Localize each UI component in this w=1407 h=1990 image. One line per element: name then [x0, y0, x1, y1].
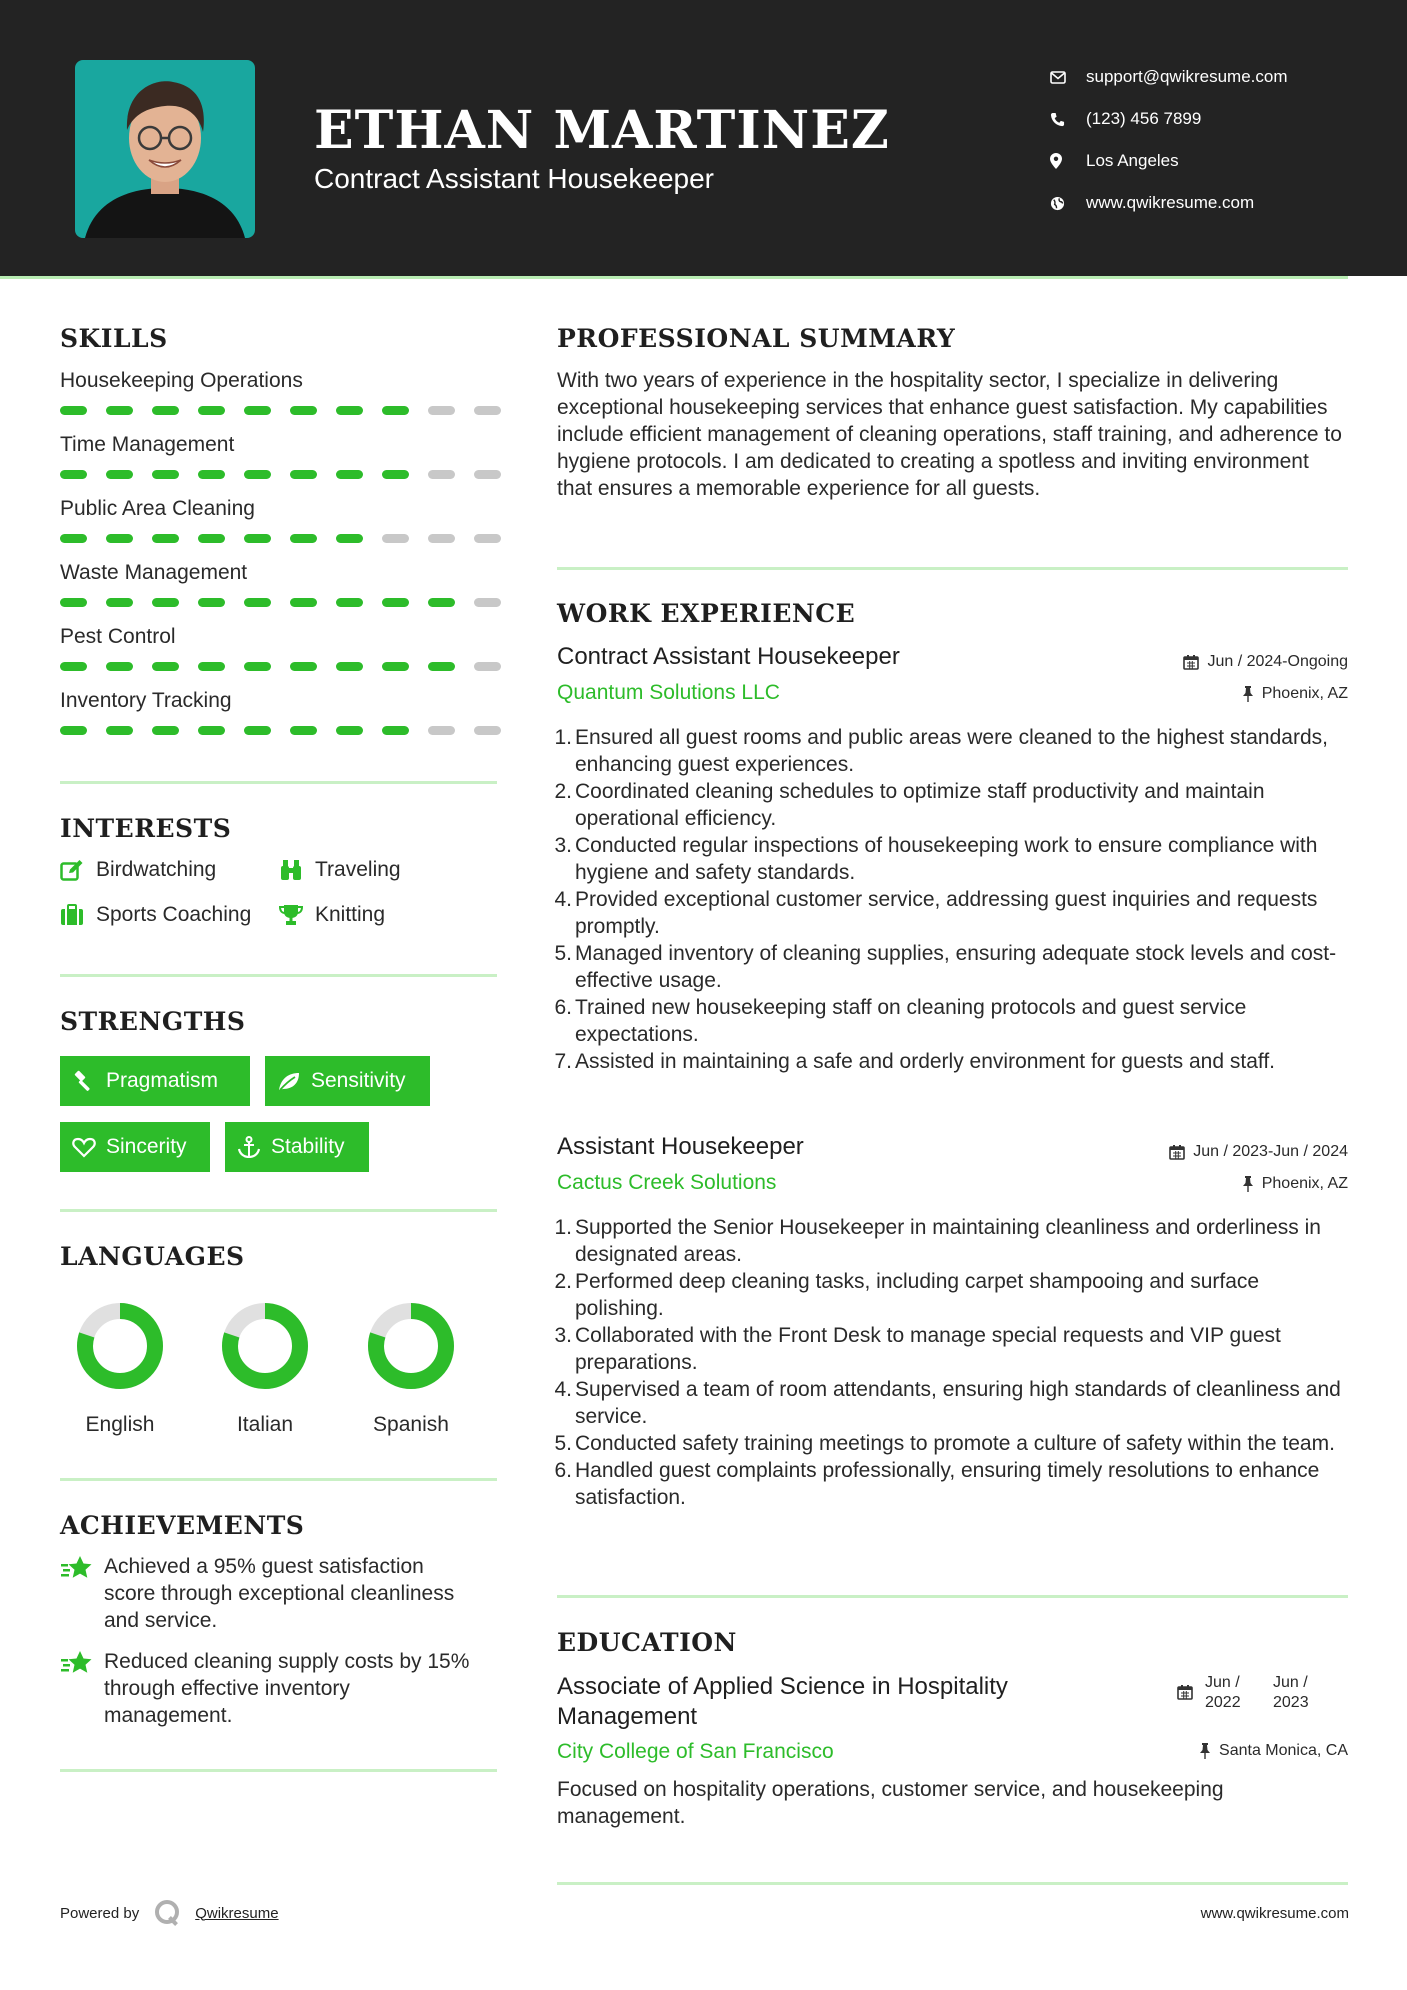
profile-photo — [75, 60, 255, 238]
section-divider — [557, 1882, 1348, 1885]
language-name: Italian — [236, 1413, 294, 1436]
envelope-icon — [1050, 67, 1086, 87]
skill-level-bar — [60, 726, 520, 735]
skill-level-segment — [336, 662, 363, 671]
language-level-donut — [205, 1300, 325, 1392]
skill-level-segment — [290, 470, 317, 479]
education-description: Focused on hospitality operations, customer service, and housekeeping management. — [557, 1778, 1224, 1828]
calendar-icon — [1183, 654, 1199, 670]
skill-level-segment — [106, 662, 133, 671]
interest-knitting: Knitting — [279, 903, 385, 927]
calendar-icon — [1177, 1684, 1193, 1700]
anchor-icon — [237, 1136, 261, 1158]
education-degree: Associate of Applied Science in Hospitality Management — [557, 1673, 1008, 1730]
achievement-item: Reduced cleaning supply costs by 15% through effective inventory management. — [60, 1648, 480, 1729]
skill-level-segment — [152, 726, 179, 735]
skill-level-segment — [198, 534, 225, 543]
skill-level-segment — [244, 534, 271, 543]
contact-location: Los Angeles — [1050, 140, 1288, 182]
education-school: City College of San Francisco — [557, 1740, 834, 1763]
education-location: Santa Monica, CA — [1199, 1742, 1348, 1760]
bullet-item: 2. Coordinated cleaning schedules to optimize staff productivity and maintain operational efficiency. — [554, 780, 1265, 830]
strength-badge-stability: Stability — [225, 1122, 369, 1172]
achievement-item: Achieved a 95% guest satisfaction score through exceptional cleanliness and service. — [60, 1553, 480, 1634]
contact-website[interactable]: www.qwikresume.com — [1050, 182, 1288, 224]
skill-level-segment — [382, 470, 409, 479]
languages-heading: LANGUAGES — [60, 1242, 245, 1271]
section-divider — [60, 1769, 497, 1772]
language-name: English — [85, 1413, 155, 1436]
skill-level-segment — [198, 470, 225, 479]
skill-level-segment — [152, 406, 179, 415]
job-company: Quantum Solutions LLC — [557, 681, 780, 704]
summary-heading: PROFESSIONAL SUMMARY — [557, 324, 956, 353]
pushpin-icon — [1242, 1176, 1254, 1192]
skill-level-segment — [382, 662, 409, 671]
bullet-item: 6. Trained new housekeeping staff on cleaning protocols and guest service expectations. — [554, 996, 1247, 1046]
pushpin-icon — [1199, 1743, 1211, 1759]
strengths-heading: STRENGTHS — [60, 1007, 246, 1036]
star-achievement-icon — [60, 1648, 104, 1729]
pencil-square-icon — [60, 859, 84, 881]
skill-level-segment — [474, 406, 501, 415]
contact-email[interactable]: support@qwikresume.com — [1050, 56, 1288, 98]
skill-level-segment — [244, 726, 271, 735]
skill-level-segment — [152, 534, 179, 543]
skill-level-segment — [382, 598, 409, 607]
bullet-item: 7. Assisted in maintaining a safe and orderly environment for guests and staff. — [554, 1050, 1276, 1073]
skill-level-segment — [290, 662, 317, 671]
skill-level-bar — [60, 470, 520, 479]
skill-level-segment — [290, 534, 317, 543]
interest-sports-coaching: Sports Coaching — [60, 903, 251, 927]
trophy-icon — [279, 904, 303, 926]
star-achievement-icon — [60, 1553, 104, 1634]
job-title: Assistant Housekeeper — [557, 1133, 804, 1160]
language-item — [205, 1300, 325, 1437]
skill-name: Waste Management — [60, 561, 248, 584]
skill-name: Housekeeping Operations — [60, 369, 303, 392]
skill-level-segment — [428, 534, 455, 543]
skill-level-segment — [60, 470, 87, 479]
job-location: Phoenix, AZ — [1242, 685, 1348, 703]
skill-level-segment — [106, 470, 133, 479]
skill-level-segment — [152, 662, 179, 671]
skill-level-bar — [60, 662, 520, 671]
job-location: Phoenix, AZ — [1242, 1175, 1348, 1193]
bullet-item: 2. Performed deep cleaning tasks, including carpet shampooing and surface polishing. — [554, 1270, 1260, 1320]
suitcase-icon — [60, 904, 84, 926]
skill-level-segment — [474, 598, 501, 607]
skill-level-segment — [60, 662, 87, 671]
skill-level-segment — [428, 470, 455, 479]
skill-level-segment — [382, 406, 409, 415]
section-divider — [557, 1595, 1348, 1598]
education-dates: Jun / 2022 Jun / 2023 — [1177, 1673, 1309, 1713]
skill-level-segment — [290, 726, 317, 735]
job-dates: Jun / 2024-Ongoing — [1183, 653, 1348, 671]
qwikresume-link[interactable]: Qwikresume — [195, 1904, 279, 1922]
skill-level-segment — [198, 662, 225, 671]
job-dates: Jun / 2023-Jun / 2024 — [1169, 1143, 1348, 1161]
education-heading: EDUCATION — [557, 1628, 737, 1657]
skill-level-segment — [336, 598, 363, 607]
skill-level-segment — [198, 726, 225, 735]
candidate-title: Contract Assistant Housekeeper — [314, 163, 714, 194]
candidate-name: ETHAN MARTINEZ — [314, 100, 890, 161]
interest-birdwatching: Birdwatching — [60, 858, 216, 882]
bullet-item: 5. Conducted safety training meetings to promote a culture of safety within the team. — [554, 1432, 1335, 1455]
job-bullets — [552, 724, 1352, 1075]
bullet-item: 1. Supported the Senior Housekeeper in maintaining cleanliness and orderliness in designated areas. — [554, 1216, 1321, 1266]
skill-level-segment — [60, 726, 87, 735]
interest-traveling: Traveling — [279, 858, 401, 882]
skill-level-segment — [428, 662, 455, 671]
bullet-item: 3. Collaborated with the Front Desk to manage special requests and VIP guest preparations. — [554, 1324, 1281, 1374]
achievements-heading: ACHIEVEMENTS — [60, 1511, 305, 1540]
globe-icon — [1050, 193, 1086, 213]
map-pin-icon — [1050, 151, 1086, 171]
bullet-item: 4. Supervised a team of room attendants, ensuring high standards of cleanliness and service. — [554, 1378, 1341, 1428]
job-title: Contract Assistant Housekeeper — [557, 643, 900, 670]
qwikresume-logo-icon — [153, 1898, 183, 1928]
skill-name: Inventory Tracking — [60, 689, 232, 712]
skill-level-segment — [60, 406, 87, 415]
strength-badge-sensitivity: Sensitivity — [265, 1056, 430, 1106]
skill-level-segment — [428, 406, 455, 415]
binoculars-icon — [279, 859, 303, 881]
skill-name: Time Management — [60, 433, 235, 456]
skill-level-segment — [474, 534, 501, 543]
header-divider — [0, 276, 1348, 279]
section-divider — [60, 1209, 497, 1212]
skill-level-segment — [428, 598, 455, 607]
language-name: Spanish — [373, 1413, 449, 1436]
footer-website[interactable]: www.qwikresume.com — [1200, 1905, 1349, 1922]
skill-name: Pest Control — [60, 625, 176, 648]
bullet-item: 6. Handled guest complaints professionally, ensuring timely resolutions to enhance satisfaction. — [554, 1459, 1320, 1509]
skill-level-segment — [474, 662, 501, 671]
skill-level-segment — [474, 726, 501, 735]
skill-level-segment — [290, 598, 317, 607]
section-divider — [60, 1478, 497, 1481]
calendar-icon — [1169, 1144, 1185, 1160]
section-divider — [557, 567, 1348, 570]
skill-level-segment — [106, 406, 133, 415]
skills-heading: SKILLS — [60, 324, 168, 353]
skill-level-segment — [336, 406, 363, 415]
language-item — [351, 1300, 471, 1437]
skill-level-segment — [106, 726, 133, 735]
skill-level-segment — [152, 598, 179, 607]
contact-phone[interactable]: (123) 456 7899 — [1050, 98, 1288, 140]
skill-level-bar — [60, 406, 520, 415]
skill-level-segment — [474, 470, 501, 479]
leaf-icon — [277, 1070, 301, 1092]
skill-level-segment — [336, 726, 363, 735]
resume-header — [0, 0, 1407, 276]
skill-level-segment — [244, 470, 271, 479]
skill-level-segment — [244, 662, 271, 671]
strength-badge-pragmatism: Pragmatism — [60, 1056, 250, 1106]
skill-level-segment — [198, 406, 225, 415]
skill-level-segment — [60, 598, 87, 607]
section-divider — [60, 974, 497, 977]
summary-text: With two years of experience in the hospitality sector, I specialize in delivering exceptional housekeeping services that enhance guest satisfaction. My capabilities include efficient management of cleaning operations, staff training, and adherence to hygiene protocols. I am dedicated to creating a spotless and inviting environment that ensures a memorable experience for all guests. — [557, 369, 1342, 500]
language-level-donut — [60, 1300, 180, 1392]
pushpin-icon — [1242, 686, 1254, 702]
skill-level-bar — [60, 598, 520, 607]
skill-level-segment — [60, 534, 87, 543]
skill-level-segment — [152, 470, 179, 479]
job-company: Cactus Creek Solutions — [557, 1171, 777, 1194]
skill-level-segment — [382, 726, 409, 735]
skill-level-segment — [336, 470, 363, 479]
skill-level-segment — [244, 598, 271, 607]
bullet-item: 3. Conducted regular inspections of housekeeping work to ensure compliance with hygiene and safety standards. — [554, 834, 1318, 884]
heart-icon — [72, 1136, 96, 1158]
skill-level-segment — [198, 598, 225, 607]
bullet-item: 1. Ensured all guest rooms and public areas were cleaned to the highest standards, enhancing guest experiences. — [554, 726, 1328, 776]
experience-heading: WORK EXPERIENCE — [557, 599, 856, 628]
skill-level-segment — [336, 534, 363, 543]
interests-heading: INTERESTS — [60, 814, 232, 843]
contact-list — [1050, 56, 1288, 224]
section-divider — [60, 781, 497, 784]
skill-level-segment — [290, 406, 317, 415]
job-bullets — [552, 1214, 1352, 1511]
skill-level-bar — [60, 534, 520, 543]
skill-level-segment — [244, 406, 271, 415]
strength-badge-sincerity: Sincerity — [60, 1122, 210, 1172]
skill-level-segment — [106, 534, 133, 543]
skill-level-segment — [428, 726, 455, 735]
skill-level-segment — [382, 534, 409, 543]
footer-powered-by: Powered by Qwikresume — [60, 1898, 279, 1928]
gavel-icon — [72, 1070, 96, 1092]
skill-name: Public Area Cleaning — [60, 497, 255, 520]
language-item — [60, 1300, 180, 1437]
phone-icon — [1050, 109, 1086, 129]
skill-level-segment — [106, 598, 133, 607]
language-level-donut — [351, 1300, 471, 1392]
bullet-item: 5. Managed inventory of cleaning supplies, ensuring adequate stock levels and cost-effective usage. — [554, 942, 1337, 992]
bullet-item: 4. Provided exceptional customer service, addressing guest inquiries and requests promptly. — [554, 888, 1318, 938]
